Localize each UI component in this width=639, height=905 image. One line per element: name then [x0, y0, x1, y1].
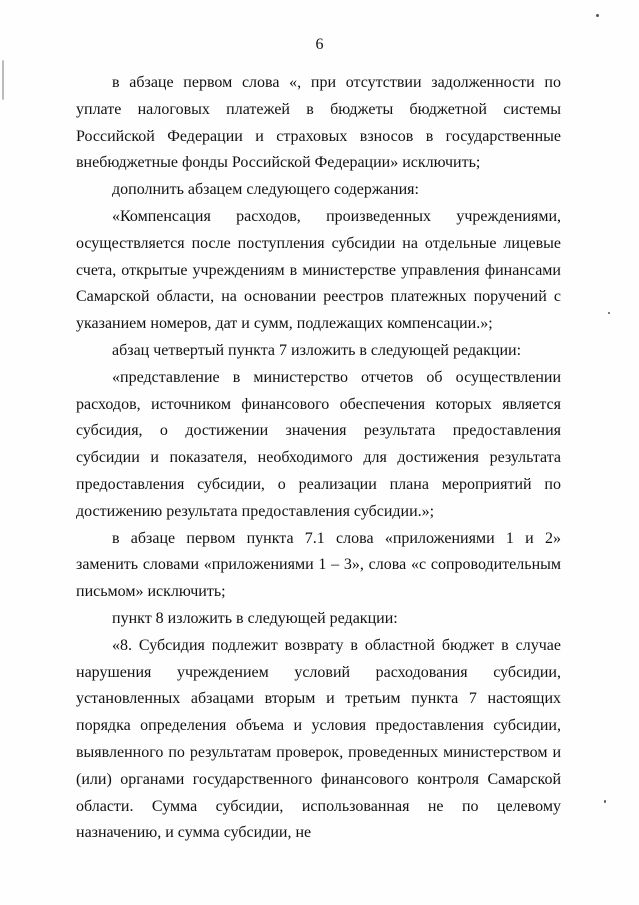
scan-speck — [596, 14, 599, 17]
paragraph-2: дополнить абзацем следующего содержания: — [112, 181, 419, 199]
paragraph-8: «8. Субсидия подлежит возврату в областной бюджет в случае нарушения учреждением условий расходования субсидии, установленных абзацами вторым и третьим пункта 7 настоящих порядка определения объема и условия предоставления субсидии, выявленного по результатам проверок, проведенных министерством и (или) органами государственного финансового контроля Самарской области. Сумма субсидии, использованная не по целевому назначению, и сумма субсидии, не — [76, 636, 561, 842]
scan-speck — [608, 312, 610, 314]
paragraph-5: «представление в министерство отчетов об осуществлении расходов, источником финансового обеспечения которых является субсидия, о достижении значения результата предоставления субсидии и показателя, необходимого для достижения результата предоставления субсидии, о реализации плана мероприятий по достижению результата предоставления субсидии.»; — [76, 368, 561, 520]
page-number: 6 — [315, 36, 324, 53]
scan-speck — [2, 60, 4, 100]
paragraph-3: «Компенсация расходов, произведенных учреждениями, осуществляется после поступления субсидии на отдельные лицевые счета, открытые учреждениям в министерстве управления финансами Самарской области, на основании реестров платежных поручений с указанием номеров, дат и сумм, подлежащих компенсации.»; — [76, 207, 561, 333]
paragraph-1: в абзаце первом слова «, при отсутствии задолженности по уплате налоговых платежей в бюджеты бюджетной системы Российской Федерации и страховых взносов в государственные внебюджетные фонды Российской Федерации» исключить; — [76, 74, 561, 172]
scan-speck — [604, 800, 606, 803]
document-body — [76, 70, 561, 847]
paragraph-6: в абзаце первом пункта 7.1 слова «приложениями 1 и 2» заменить словами «приложениями 1 – 3», слова «с сопроводительным письмом» исключить; — [76, 529, 561, 601]
paragraph-4: абзац четвертый пункта 7 изложить в следующей редакции: — [112, 341, 522, 359]
paragraph-7: пункт 8 изложить в следующей редакции: — [112, 609, 398, 627]
